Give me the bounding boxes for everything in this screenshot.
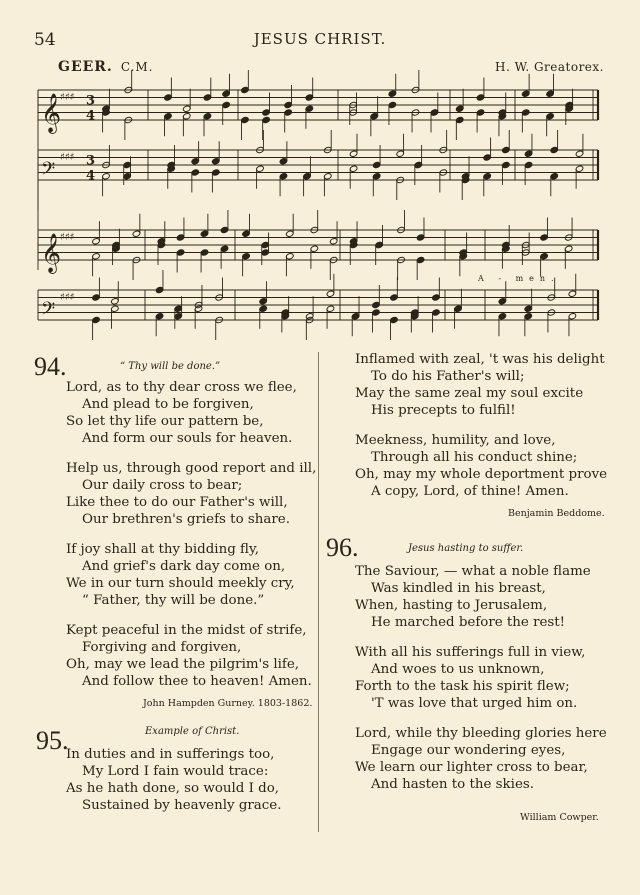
verse-line: Oh, may we lead the pilgrim's life, [66,657,300,672]
verse-line: Oh, may my whole deportment prove [355,467,608,482]
key-signature: ♯♯♯ [60,291,75,303]
verse-line: Engage our wondering eyes, [371,743,566,758]
bass-clef: 𝄢 [41,299,56,324]
amen-syllables: A - men. [478,274,560,283]
hymn-94-number: 94. [34,352,67,381]
verse-line: In duties and in sufferings too, [66,747,275,762]
verse-line: Was kindled in his breast, [371,581,546,596]
hymn-94-text [66,379,316,703]
verse-line: With all his sufferings full in view, [355,645,586,660]
verse-line: Through all his conduct shine; [371,450,578,465]
key-signature: ♯♯♯ [60,151,75,163]
key-signature: ♯♯♯ [60,91,75,103]
verse-line: His precepts to fulfil! [371,403,516,418]
verse-line: We in our turn should meekly cry, [66,576,295,591]
time-signature-bottom: 4 [86,168,96,184]
tune-meter: C.M. [120,60,154,74]
verse-line: He marched before the rest! [371,615,566,630]
key-signature: ♯♯♯ [60,231,75,243]
verse-line: Our daily cross to bear; [82,478,243,493]
verse-line: 'T was love that urged him on. [371,696,578,711]
treble-clef: 𝄞 [41,233,62,273]
hymn-96-number: 96. [326,533,359,562]
verse-line: Like thee to do our Father's will, [66,495,288,510]
treble-clef: 𝄞 [41,93,62,133]
verse-line: Forgiving and forgiven, [82,640,242,655]
music-score [0,0,640,345]
verse-line: We learn our lighter cross to bear, [355,760,588,775]
verse-line: “ Father, thy will be done.” [82,593,265,608]
verse-line: Lord, while thy bleeding glories here [355,726,607,741]
column-divider [318,352,319,832]
verse-line: Our brethren's griefs to share. [82,512,290,527]
time-signature-top: 3 [86,153,96,169]
verse-line: Kept peaceful in the midst of strife, [66,623,307,638]
verse-line: The Saviour, — what a noble flame [355,564,591,579]
time-signature-top: 3 [86,93,96,109]
verse-line: May the same zeal my soul excite [355,386,584,401]
verse-line: So let thy life our pattern be, [66,414,264,429]
verse-line: Lord, as to thy dear cross we flee, [66,380,297,395]
verse-line: Inflamed with zeal, 't was his delight [355,352,605,367]
hymn-95-author: Benjamin Beddome. [508,508,605,519]
hymn-96-author: William Cowper. [520,812,599,823]
tune-name: GEER. [58,59,113,75]
page-number: 54 [34,30,56,50]
hymn-94-subtitle: “ Thy will be done.” [120,361,221,372]
verse-line: Sustained by heavenly grace. [82,798,282,813]
verse-line: If joy shall at thy bidding fly, [66,542,259,557]
verse-line: When, hasting to Jerusalem, [355,598,548,613]
verse-line: And form our souls for heaven. [82,431,293,446]
running-head: JESUS CHRIST. [253,30,387,48]
verse-line: And woes to us unknown, [371,662,545,677]
composer: H. W. Greatorex. [494,60,604,74]
hymn-95-subtitle: Example of Christ. [145,726,240,737]
verse-line: And plead to be forgiven, [82,397,254,412]
hymn-95-text-b [355,351,607,513]
bass-clef: 𝄢 [41,159,56,184]
hymn-95-text-a [66,746,281,814]
verse-line: As he hath done, so would I do, [66,781,280,796]
verse-line: A copy, Lord, of thine! Amen. [371,484,569,499]
verse-line: And grief's dark day come on, [82,559,286,574]
verse-line: My Lord I fain would trace: [82,764,269,779]
hymn-96-subtitle: Jesus hasting to suffer. [408,543,524,554]
hymn-95-number: 95. [36,726,69,755]
hymn-94-author: John Hampden Gurney. 1803-1862. [143,698,313,709]
time-signature-bottom: 4 [86,108,96,124]
verse-line: Forth to the task his spirit flew; [355,679,570,694]
verse-line: And follow thee to heaven! Amen. [82,674,312,689]
verse-line: To do his Father's will; [371,369,525,384]
verse-line: And hasten to the skies. [371,777,534,792]
verse-line: Help us, through good report and ill, [66,461,317,476]
hymn-96-text [355,563,607,806]
verse-line: Meekness, humility, and love, [355,433,556,448]
